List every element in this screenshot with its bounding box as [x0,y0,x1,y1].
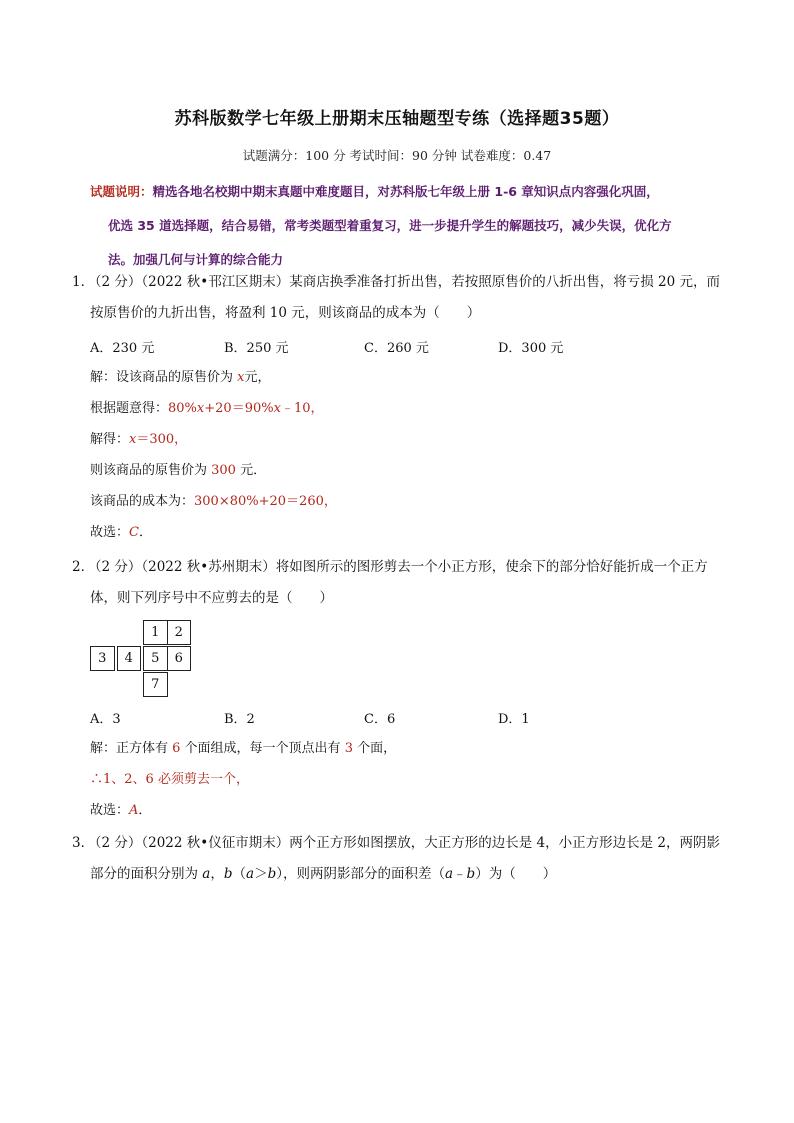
var-b: b [466,866,476,882]
net-cell-1: 1 [143,620,168,645]
q2-answer: A [129,803,139,818]
q1-sol-math: ﹣10， [280,401,324,416]
q1-sol-math: 300×80%+20＝260， [194,494,337,509]
q2-sol-line-2: ∴1、2、6 必须剪去一个， [90,772,249,787]
q2-sol-text: ． [138,803,152,818]
q3-text: ，则两阴影部分的面积差（ [282,866,445,882]
var-x: x [237,370,245,385]
q1-option-c: C．260 元 [364,341,429,356]
net-cell-3: 3 [90,646,115,671]
q3-line-1 [72,828,732,859]
var-x: x [196,401,205,416]
q2-sol-text: 个面， [352,741,397,756]
q3-number: 3． [72,835,95,851]
q2-sol-text: 解：正方体有 [90,741,173,756]
q3-line-2 [72,859,732,890]
q1-sol-math: +20＝90% [204,401,274,416]
var-a: a [444,866,454,882]
q3-text: 部分的面积分别为 [90,866,203,882]
q1-sol-text: 该商品的成本为： [90,494,195,509]
q2-text-1: （2 分）（2022 秋•苏州期末）将如图所示的图形剪去一个小正方形，使余下的部分恰好能折成一个正方 [88,559,708,575]
note-line-1 [90,175,730,209]
q3-text: （ [232,866,247,882]
q2-option-a: A．3 [90,712,121,727]
q3-text: ＞ [254,866,268,882]
q1-line-2: 按原售价的九折出售，将盈利 10 元，则该商品的成本为（ ） [90,305,481,321]
q1-answer: C [129,525,139,540]
q1-sol-text: 故选： [90,525,130,540]
q2-number: 2． [72,559,95,575]
var-x: x [273,401,281,416]
q3-text: ）为（ ） [475,866,557,882]
q1-line-1 [72,267,732,298]
var-b: b [223,866,233,882]
net-cell-2: 2 [167,620,192,645]
net-cell-6: 6 [167,646,192,671]
question-1 [72,267,732,329]
q1-sol-line-4 [90,455,730,486]
q1-option-b: B．250 元 [224,341,289,356]
cube-net-figure [90,620,192,697]
var-a: a [202,866,211,882]
exam-meta: 试题满分：100 分 考试时间：90 分钟 试卷难度：0.47 [242,148,552,163]
q1-options [90,337,730,357]
q1-sol-text: 解：设该商品的原售价为 [90,370,238,385]
var-x: x [129,432,137,447]
q1-sol-math: 80% [168,401,197,416]
net-cell-7: 7 [143,672,168,697]
q2-line-1 [72,552,732,583]
q1-sol-text: 根据题意得： [90,401,169,416]
net-cell-5: 5 [143,646,168,671]
q1-sol-math: ＝300， [136,432,188,447]
q3-text: ， [210,866,224,882]
q1-sol-line-5 [90,486,730,517]
q2-option-d: D．1 [498,712,530,727]
q2-option-b: B．2 [224,712,255,727]
q1-sol-text: 则该商品的原售价为 [90,463,212,478]
question-3 [72,828,732,890]
q3-text: ﹣ [453,866,467,882]
q2-sol-text: 故选： [90,803,130,818]
q2-sol-text: 个面组成，每一个顶点出有 [180,741,345,756]
note-line-3: 法。加强几何与计算的综合能力 [108,252,284,267]
q1-sol-line-3 [90,424,730,455]
q3-text: ） [276,866,283,882]
note-text-1: 精选各地名校期中期末真题中难度题目，对苏科版七年级上册 1-6 章知识点内容强化巩固， [152,184,659,199]
note-lead: 试题说明： [90,184,153,199]
q1-sol-line-2 [90,393,730,424]
q2-line-2: 体，则下列序号中不应剪去的是（ ） [90,590,333,606]
document-title: 苏科版数学七年级上册期末压轴题型专练（选择题35题） [174,109,620,129]
q1-sol-line-6 [90,517,730,548]
net-cell-4: 4 [117,646,142,671]
exam-description [90,175,730,277]
var-a: a [246,866,255,882]
var-b: b [267,866,277,882]
q1-sol-math: 300 [211,463,236,478]
q2-sol-line-3 [90,795,730,826]
q2-option-c: C．6 [364,712,396,727]
q1-option-a: A．230 元 [90,341,155,356]
q2-options [90,708,730,728]
q1-option-d: D．300 元 [498,341,564,356]
q3-text-1: （2 分）（2022 秋•仪征市期末）两个正方形如图摆放，大正方形的边长是 4，小正方形边长是 2，两阴影 [88,835,721,851]
q1-sol-text: 解得： [90,432,130,447]
q1-sol-line-1 [90,362,730,393]
question-2 [72,552,732,614]
q1-text-1: （2 分）（2022 秋•邗江区期末）某商店换季准备打折出售，若按照原售价的八折出售，将亏损 20 元，而 [88,274,721,290]
q1-solution [90,362,730,548]
q2-solution [90,733,730,826]
q2-sol-math: 3 [344,741,353,756]
q2-sol-line-1 [90,733,730,764]
q1-sol-text: 元， [244,370,271,385]
q1-number: 1． [72,274,95,290]
q2-sol-math: 6 [172,741,181,756]
note-line-2: 优选 35 道选择题，结合易错，常考类题型着重复习，进一步提升学生的解题技巧，减少失误，优化方 [108,218,672,233]
q1-sol-text: ． [138,525,152,540]
q1-sol-text: 元． [235,463,267,478]
